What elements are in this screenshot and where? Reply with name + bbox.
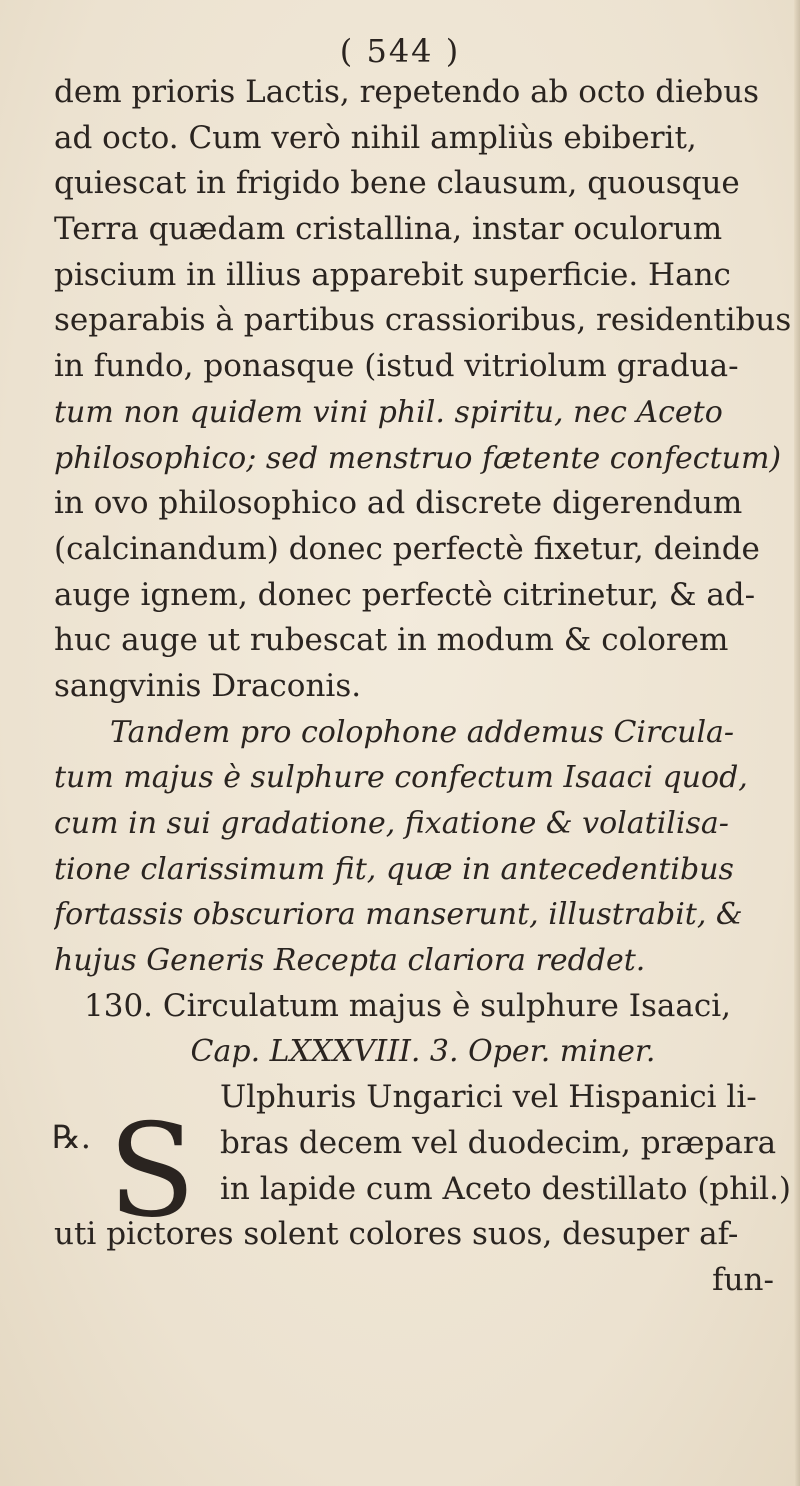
text-line: quiescat in frigido bene clausum, quousque — [54, 165, 740, 202]
page-number: ( 544 ) — [339, 32, 461, 70]
catchword: fun- — [712, 1261, 774, 1298]
page-edge — [794, 0, 800, 1486]
text-line: dem prioris Lactis, repetendo ab octo diebus — [54, 74, 760, 110]
text-line: Terra quædam cristallina, instar oculorum — [54, 211, 723, 248]
text-line: in lapide cum Aceto destillato (phil.) — [220, 1170, 792, 1207]
text-line: in fundo, ponasque (istud vitriolum gradua- — [54, 348, 739, 385]
text-line: tum majus è sulphure confectum Isaaci quod, — [54, 760, 748, 796]
text-line: auge ignem, donec perfectè citrinetur, & ad- — [54, 576, 756, 613]
text-line: sangvinis Draconis. — [54, 667, 362, 704]
text-line: philosophico; sed menstruo fætente confectum) — [54, 440, 782, 476]
text-line: in ovo philosophico ad discrete digerendum — [54, 485, 743, 522]
text-line: hujus Generis Recepta clariora reddet. — [54, 943, 646, 979]
recipe-mark: ℞. — [52, 1118, 91, 1156]
text-line: uti pictores solent colores suos, desuper af- — [54, 1216, 739, 1253]
text-line: (calcinandum) donec perfectè fixetur, deinde — [54, 530, 760, 567]
text-line: fortassis obscuriora manserunt, illustrabit, & — [54, 897, 743, 933]
text-line: Tandem pro colophone addemus Circula- — [110, 714, 735, 750]
text-line: tum non quidem vini phil. spiritu, nec Aceto — [54, 394, 723, 430]
text-line: Ulphuris Ungarici vel Hispanici li- — [220, 1079, 757, 1116]
text-line: tione clarissimum fit, quæ in antecedentibus — [54, 851, 734, 887]
text-line: bras decem vel duodecim, præpara — [220, 1124, 777, 1161]
section-heading: 130. Circulatum majus è sulphure Isaaci, — [84, 987, 731, 1024]
text-line: separabis à partibus crassioribus, residentibus — [54, 302, 792, 339]
section-reference: Cap. LXXXVIII. 3. Oper. miner. — [190, 1034, 656, 1070]
text-line: piscium in illius apparebit superficie. Hanc — [54, 256, 731, 293]
drop-cap: S — [108, 1097, 196, 1246]
text-line: ad octo. Cum verò nihil ampliùs ebiberit, — [54, 119, 697, 156]
text-line: huc auge ut rubescat in modum & colorem — [54, 622, 729, 659]
text-line: cum in sui gradatione, fixatione & volatilisa- — [54, 806, 729, 841]
